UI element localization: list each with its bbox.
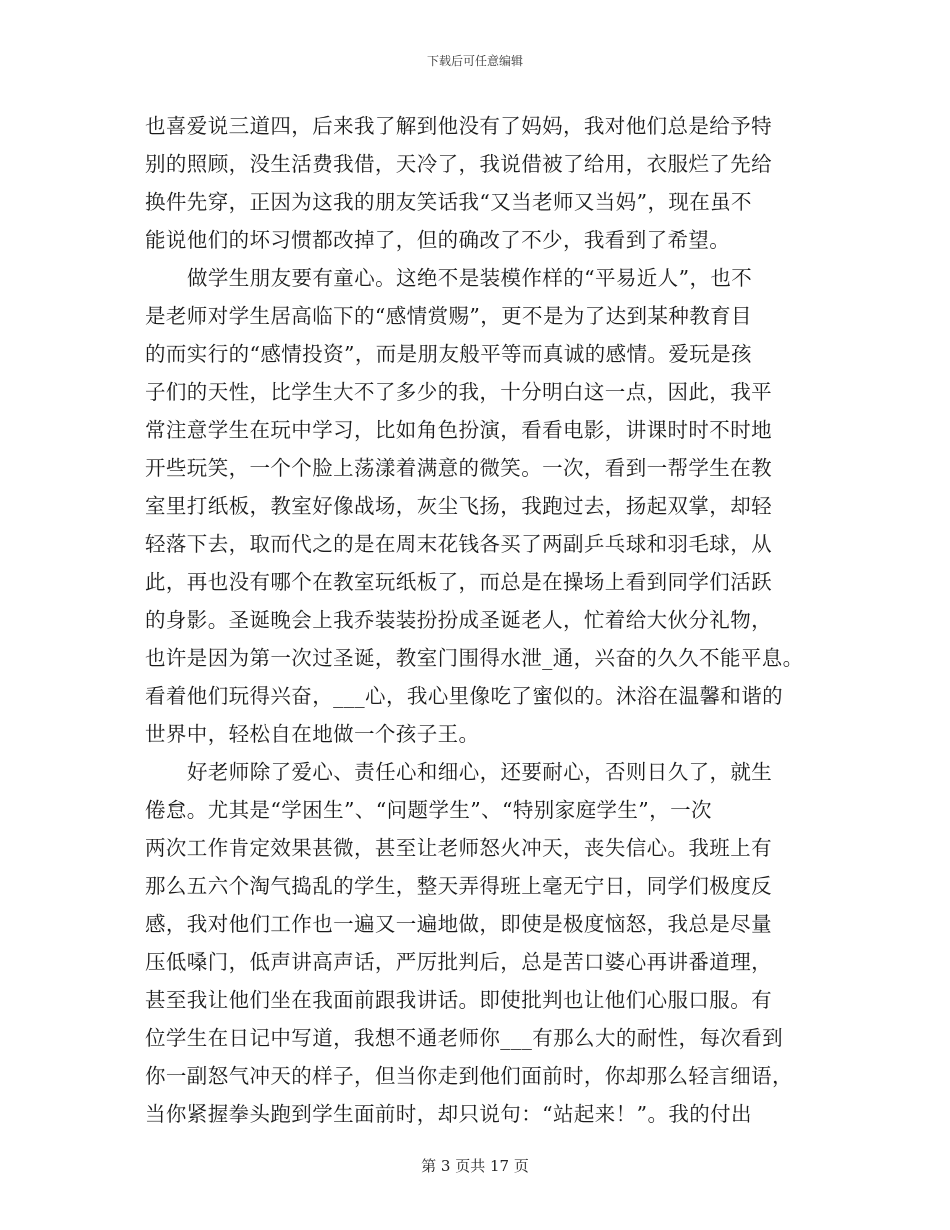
text-line: 感，我对他们工作也一遍又一遍地做，即使是极度恼怒，我总是尽量 [145,912,772,936]
text-line: 是老师对学生居高临下的“感情赏赐”，更不是为了达到某种教育目 [145,304,752,328]
text-line: 甚至我让他们坐在我面前跟我讲话。即使批判也让他们心服口服。有 [145,988,772,1012]
text-line: 压低嗓门，低声讲高声话，严厉批判后，总是苦口婆心再讲番道理， [145,950,772,974]
text-line: 能说他们的坏习惯都改掉了，但的确改了不少，我看到了希望。 [145,228,731,252]
text-line: 两次工作肯定效果甚微，甚至让老师怒火冲天，丧失信心。我班上有 [145,836,772,860]
text-line: 常注意学生在玩中学习，比如角色扮演，看看电影，讲课时时不时地 [145,418,772,442]
paragraph-start-line: 好老师除了爱心、责任心和细心，还要耐心，否则日久了，就生 [187,760,773,784]
text-line: 倦怠。尤其是“学困生”、“问题学生”、“特别家庭学生”，一次 [145,798,712,822]
text-line: 你一副怒气冲天的样子，但当你走到他们面前时，你却那么轻言细语， [145,1064,793,1088]
text-line: 此，再也没有哪个在教室玩纸板了，而总是在操场上看到同学们活跃 [145,570,772,594]
text-line: 子们的天性，比学生大不了多少的我，十分明白这一点，因此，我平 [145,380,772,404]
text-line: 也许是因为第一次过圣诞，教室门围得水泄_通，兴奋的久久不能平息。 [145,646,804,670]
paragraph-start-line: 做学生朋友要有童心。这绝不是装模作样的“平易近人”，也不 [187,266,753,290]
text-line: 也喜爱说三道四，后来我了解到他没有了妈妈，我对他们总是给予特 [145,114,772,138]
text-line: 位学生在日记中写道，我想不通老师你___有那么大的耐性，每次看到 [145,1026,784,1050]
text-line: 世界中，轻松自在地做一个孩子王。 [145,722,480,746]
text-line: 开些玩笑，一个个脸上荡漾着满意的微笑。一次，看到一帮学生在教 [145,456,772,480]
text-line: 室里打纸板，教室好像战场，灰尘飞扬，我跑过去，扬起双掌，却轻 [145,494,772,518]
text-line: 轻落下去，取而代之的是在周末花钱各买了两副乒乓球和羽毛球，从 [145,532,772,556]
text-line: 那么五六个淘气捣乱的学生，整天弄得班上毫无宁日，同学们极度反 [145,874,772,898]
text-line: 别的照顾，没生活费我借，天冷了，我说借被了给用，衣服烂了先给 [145,152,772,176]
page-number: 第 3 页共 17 页 [421,1157,529,1175]
text-line: 的而实行的“感情投资”，而是朋友般平等而真诚的感情。爱玩是孩 [145,342,752,366]
text-line: 看着他们玩得兴奋，___心，我心里像吃了蜜似的。沐浴在温馨和谐的 [145,684,784,708]
text-line: 当你紧握拳头跑到学生面前时，却只说句：“站起来！”。我的付出 [145,1102,752,1126]
page-header: 下载后可任意编辑 [426,54,523,68]
text-line: 的身影。圣诞晚会上我乔装装扮扮成圣诞老人，忙着给大伙分礼物， [145,608,772,632]
text-line: 换件先穿，正因为这我的朋友笑话我“又当老师又当妈”，现在虽不 [145,190,752,214]
